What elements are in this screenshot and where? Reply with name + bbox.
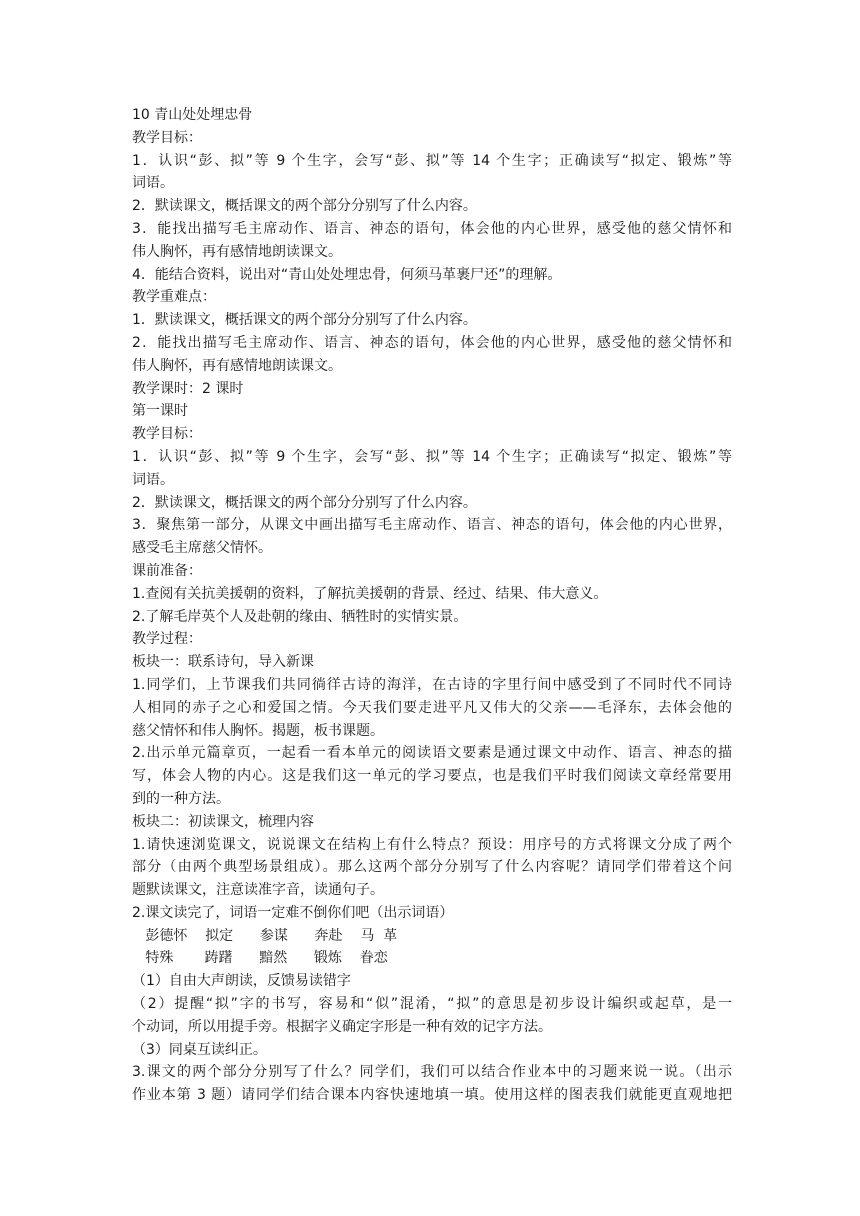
paragraph-line: 4．能结合资料，说出对“青山处处埋忠骨，何须马革裹尸还”的理解。 (132, 266, 562, 283)
sub-items-list (132, 970, 732, 1061)
paragraph-line: 作业本第 3 题）请同学们结合课本内容快速地填一填。使用这样的图表我们就能更直观地把 (132, 1087, 732, 1104)
list-item (132, 674, 732, 742)
vocab-row-1: 彭德怀 拟定 参谋 奔赴 马 革 (132, 927, 398, 944)
goals-heading: 教学目标： (132, 129, 202, 146)
paragraph-line: 1.查阅有关抗美援朝的资料，了解抗美援朝的背景、经过、结果、伟大意义。 (132, 585, 608, 602)
document-page (132, 104, 732, 1107)
block1-list (132, 674, 732, 811)
prep-list (132, 583, 732, 629)
list-item (132, 309, 732, 332)
list-item (132, 993, 732, 1039)
list-item (132, 834, 732, 902)
paragraph-line: 1．默读课文，概括课文的两个部分分别写了什么内容。 (132, 312, 477, 329)
paragraph-line: （1）自由大声朗读，反馈易读错字 (132, 973, 351, 990)
paragraph-line: （3）同桌互读纠正。 (132, 1041, 267, 1058)
list-item (132, 606, 732, 629)
list-item (132, 514, 732, 560)
list-item (132, 264, 732, 287)
paragraph-line: 1.请快速浏览课文，说说课文在结构上有什么特点？预设：用序号的方式将课文分成了两个 (132, 836, 732, 853)
list-item (132, 583, 732, 606)
paragraph-line: 伟人胸怀，再有感情地朗读课文。 (132, 357, 342, 374)
lesson-hours: 教学课时：2 课时 (132, 380, 244, 397)
list-item (132, 446, 732, 492)
list-item (132, 332, 732, 378)
paragraph-line: 2．能找出描写毛主席动作、语言、神态的语句，体会他的内心世界，感受他的慈父情怀和 (132, 334, 732, 351)
list-item (132, 1061, 732, 1107)
paragraph-line: 1．认识“彭、拟”等 9 个生字，会写“彭、拟”等 14 个生字；正确读写“拟定、锻炼”等 (132, 448, 732, 465)
list-item (132, 492, 732, 515)
goals2-heading: 教学目标： (132, 426, 202, 443)
list-item (132, 970, 732, 993)
paragraph-line: 到的一种方法。 (132, 790, 230, 807)
block1-heading: 板块一：联系诗句，导入新课 (132, 654, 314, 671)
paragraph-line: （2）提醒“拟”字的书写，容易和“似”混淆，“拟”的意思是初步设计编织或起草，是一 (132, 996, 732, 1013)
list-item (132, 218, 732, 264)
paragraph-line: 人相同的赤子之心和爱国之情。今天我们要走进平凡又伟大的父亲——毛泽东，去体会他的 (132, 699, 732, 716)
paragraph-line: 词语。 (132, 471, 174, 488)
key-points-heading: 教学重难点： (132, 289, 216, 306)
paragraph-line: 题默读课文，注意读准字音，读通句子。 (132, 882, 384, 899)
paragraph-line: 感受毛主席慈父情怀。 (132, 540, 272, 557)
lesson-one-heading: 第一课时 (132, 403, 188, 420)
paragraph-line: 3．聚焦第一部分，从课文中画出描写毛主席动作、语言、神态的语句，体会他的内心世界， (132, 517, 732, 534)
paragraph-line: 3.课文的两个部分分别写了什么？同学们，我们可以结合作业本中的习题来说一说。（出示 (132, 1064, 732, 1081)
process-heading: 教学过程： (132, 631, 202, 648)
list-item (132, 150, 732, 196)
paragraph-line: 1.同学们，上节课我们共同徜徉古诗的海洋，在古诗的字里行间中感受到了不同时代不同诗 (132, 676, 732, 693)
paragraph-line: 3．能找出描写毛主席动作、语言、神态的语句，体会他的内心世界，感受他的慈父情怀和 (132, 220, 732, 237)
list-item (132, 902, 732, 925)
paragraph-line: 个动词，所以用提手旁。根据字义确定字形是一种有效的记字方法。 (132, 1018, 552, 1035)
lesson-title: 10 青山处处埋忠骨 (132, 107, 253, 123)
paragraph-line: 2．默读课文，概括课文的两个部分分别写了什么内容。 (132, 198, 477, 215)
paragraph-line: 伟人胸怀，再有感情地朗读课文。 (132, 243, 342, 260)
paragraph-line: 词语。 (132, 175, 174, 192)
paragraph-line: 2．默读课文，概括课文的两个部分分别写了什么内容。 (132, 494, 477, 511)
paragraph-line: 2.了解毛岸英个人及赴朝的缘由、牺牲时的实情实景。 (132, 608, 468, 625)
prep-heading: 课前准备： (132, 562, 202, 579)
block2-list (132, 834, 732, 925)
paragraph-line: 写，体会人物的内心。这是我们这一单元的学习要点，也是我们平时我们阅读文章经常要用 (132, 768, 732, 785)
list-item (132, 742, 732, 810)
paragraph-line: 慈父情怀和伟人胸怀。揭题，板书课题。 (132, 722, 384, 739)
list-item (132, 195, 732, 218)
list-item (132, 1039, 732, 1062)
paragraph-line: 1．认识“彭、拟”等 9 个生字，会写“彭、拟”等 14 个生字；正确读写“拟定、锻炼”等 (132, 152, 732, 169)
goals2-list (132, 446, 732, 560)
key-points-list (132, 309, 732, 377)
item-3 (132, 1061, 732, 1107)
block2-heading: 板块二：初读课文，梳理内容 (132, 813, 314, 830)
vocab-row-2: 特殊 踌躇 黯然 锻炼 眷恋 (132, 950, 388, 967)
paragraph-line: 2.出示单元篇章页，一起看一看本单元的阅读语文要素是通过课文中动作、语言、神态的描 (132, 745, 732, 762)
paragraph-line: 2.课文读完了，词语一定难不倒你们吧（出示词语） (132, 904, 454, 921)
goals-list (132, 150, 732, 287)
paragraph-line: 部分（由两个典型场景组成）。那么这两个部分分别写了什么内容呢？请同学们带着这个问 (132, 859, 732, 876)
